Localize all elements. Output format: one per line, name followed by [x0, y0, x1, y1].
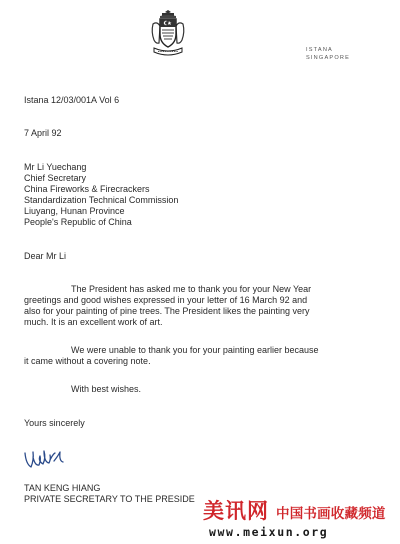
recipient-line: People's Republic of China	[24, 217, 132, 227]
paragraph-line: The President has asked me to thank you for your New Year	[71, 284, 312, 294]
closing: Yours sincerely	[24, 418, 85, 428]
watermark-channel: 中国书画收藏频道	[276, 506, 386, 522]
recipient-line: Standardization Technical Commission	[24, 195, 179, 205]
signer-name: TAN KENG HIANG	[24, 483, 101, 493]
paragraph-line: We were unable to thank you for your painting earlier because	[71, 345, 319, 355]
paragraph-line: also for your painting of pine trees. The President likes the painting very	[24, 306, 310, 316]
recipient-line: Liuyang, Hunan Province	[24, 206, 125, 216]
salutation: Dear Mr Li	[24, 251, 67, 261]
letterhead-address	[306, 46, 350, 62]
singapore-crest-icon	[150, 10, 186, 62]
handwritten-signature	[22, 448, 68, 474]
watermark-url[interactable]: www.meixun.org	[209, 525, 329, 539]
recipient-line: Chief Secretary	[24, 173, 87, 183]
reference-number: Istana 12/03/001A Vol 6	[24, 95, 120, 105]
recipient-line: Mr Li Yuechang	[24, 162, 87, 172]
letter-date: 7 April 92	[24, 128, 62, 138]
paragraph-line: it came without a covering note.	[24, 356, 151, 366]
letterhead-line-istana: ISTANA	[306, 47, 333, 53]
paragraph-line: greetings and good wishes expressed in your letter of 16 March 92 and	[24, 295, 308, 305]
paragraph-line: much. It is an excellent work of art.	[24, 317, 163, 327]
letterhead-line-singapore: SINGAPORE	[306, 55, 351, 61]
body-paragraph-3: With best wishes.	[71, 384, 142, 394]
signer-title: PRIVATE SECRETARY TO THE PRESIDE	[24, 494, 195, 504]
recipient-line: China Fireworks & Firecrackers	[24, 184, 150, 194]
watermark-brand: 美讯网	[203, 498, 269, 523]
